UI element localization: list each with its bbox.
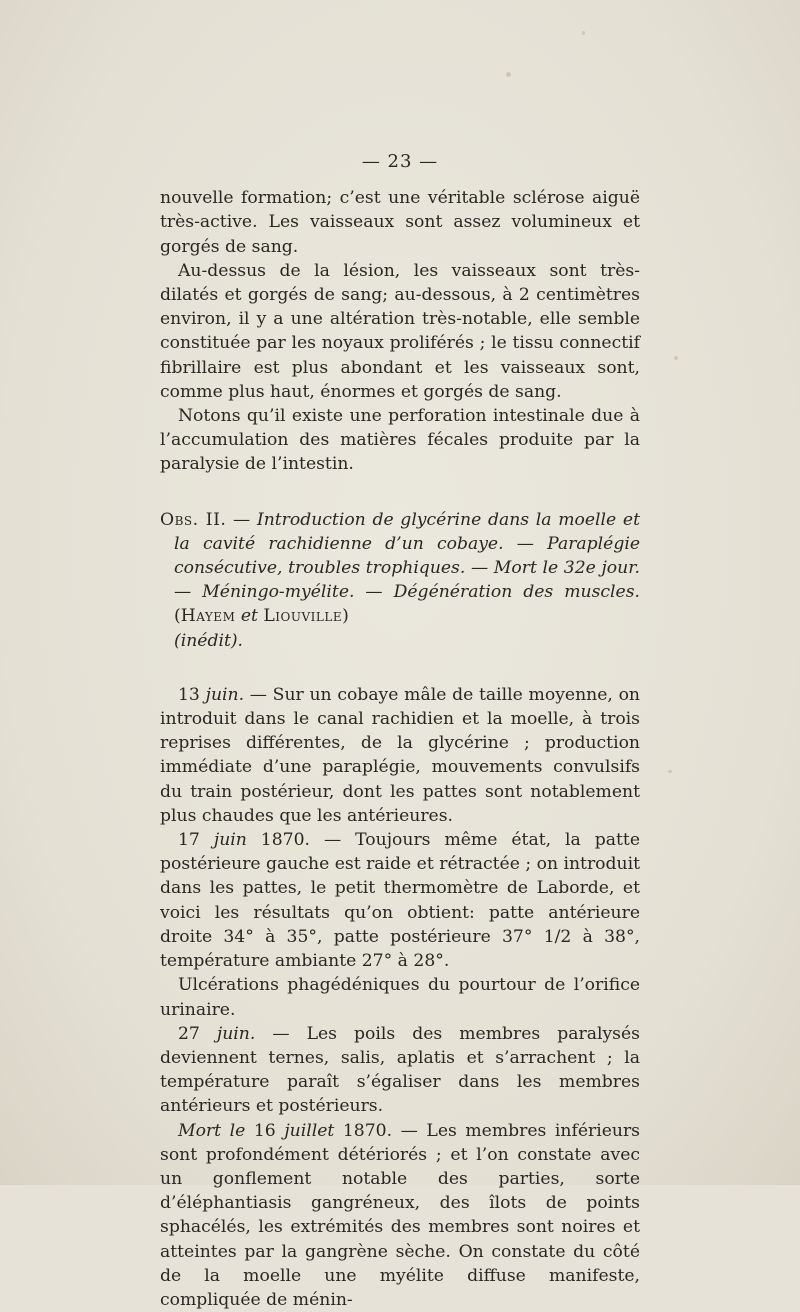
journal-entry: 17 juin 1870. — Toujours même état, la patte postérieure gauche est raide et rétractée ; on introduit dans les pattes, le petit thermomètre de Laborde, et voici les résultats qu’on obtient: patte antérieure droite 34° à 35°, patte postérieure 37° 1/2 à 38°, température ambiante 27° à 28°. [160,830,640,972]
journal-entry: 27 juin. — Les poils des membres paralysés deviennent ternes, salis, aplatis et s’arrachent ; la température paraît s’égaliser dans les membres antérieurs et postérieurs. [160,1023,640,1117]
page-number: — 23 — [361,151,439,172]
paragraph: Notons qu’il existe une perforation intestinale due à l’accumulation des matières fécales produite par la paralysie de l’intestin. [160,406,640,475]
journal-entry: 13 juin. — Sur un cobaye mâle de taille moyenne, on introduit dans le canal rachidien et la moelle, à trois reprises différentes, de la glycérine ; production immédiate d’une paraplégie, mouvements convulsifs du train postérieur, dont les pattes sont notablement plus chaudes que les antérieures. [160,684,640,826]
entry-date: juin [213,830,247,851]
paper-spot [668,770,672,773]
paper-spot [506,72,511,77]
page-text [160,150,640,1312]
observation-label: Obs. II. [160,509,227,530]
entry-date: Mort le [178,1120,254,1141]
author-name: Liouville [263,606,343,627]
observation-title: Obs. II. — Introduction de glycérine dans la moelle et la cavité rachidienne d’un cobaye. — Paraplégie consécutive, troubles trophiques. — Mort le 32e jour. — Méningo-myélite. — Dégénération des muscles. (Hayem et Liouville) (inédit). [160,509,640,651]
entry-date: juin. [216,1023,256,1044]
observation-header [160,508,640,653]
observation-subject: Introduction de glycérine dans la moelle et la cavité rachidienne d’un cobaye. — Paraplégie consécutive, troubles trophiques. — Mort le 32e jour. — Méningo-myélite. — Dégénération des muscles. [174,509,640,603]
paragraph: nouvelle formation; c’est une véritable sclérose aiguë très-active. Les vaisseaux sont assez volumineux et gorgés de sang. [160,188,640,257]
journal-entry: Mort le 16 juillet 1870. — Les membres inférieurs sont profondément détériorés ; et l’on constate avec un gonflement notable des parties, sorte d’éléphantiasis gangréneux, des îlots de points sphacélés, les extrémités des membres sont noires et atteintes par la gangrène sèche. On constate du côté de la moelle une myélite diffuse manifeste, compliquée de ménin- [160,1120,641,1310]
paper-spot [582,31,585,35]
journal-entry: Ulcérations phagédéniques du pourtour de l’orifice urinaire. [160,975,640,1020]
observation-status: (inédit). [174,630,244,651]
entry-date: juin. [205,684,245,705]
author-name: Hayem [180,606,236,627]
paper-spot [674,356,678,360]
paragraph: Au-dessus de la lésion, les vaisseaux sont très-dilatés et gorgés de sang; au-dessous, à 2 centimètres environ, il y a une altération très-notable, elle semble constituée par les noyaux proliférés ; le tissu connectif fibrillaire est plus abondant et les vaisseaux sont, comme plus haut, énormes et gorgés de sang. [160,260,640,402]
